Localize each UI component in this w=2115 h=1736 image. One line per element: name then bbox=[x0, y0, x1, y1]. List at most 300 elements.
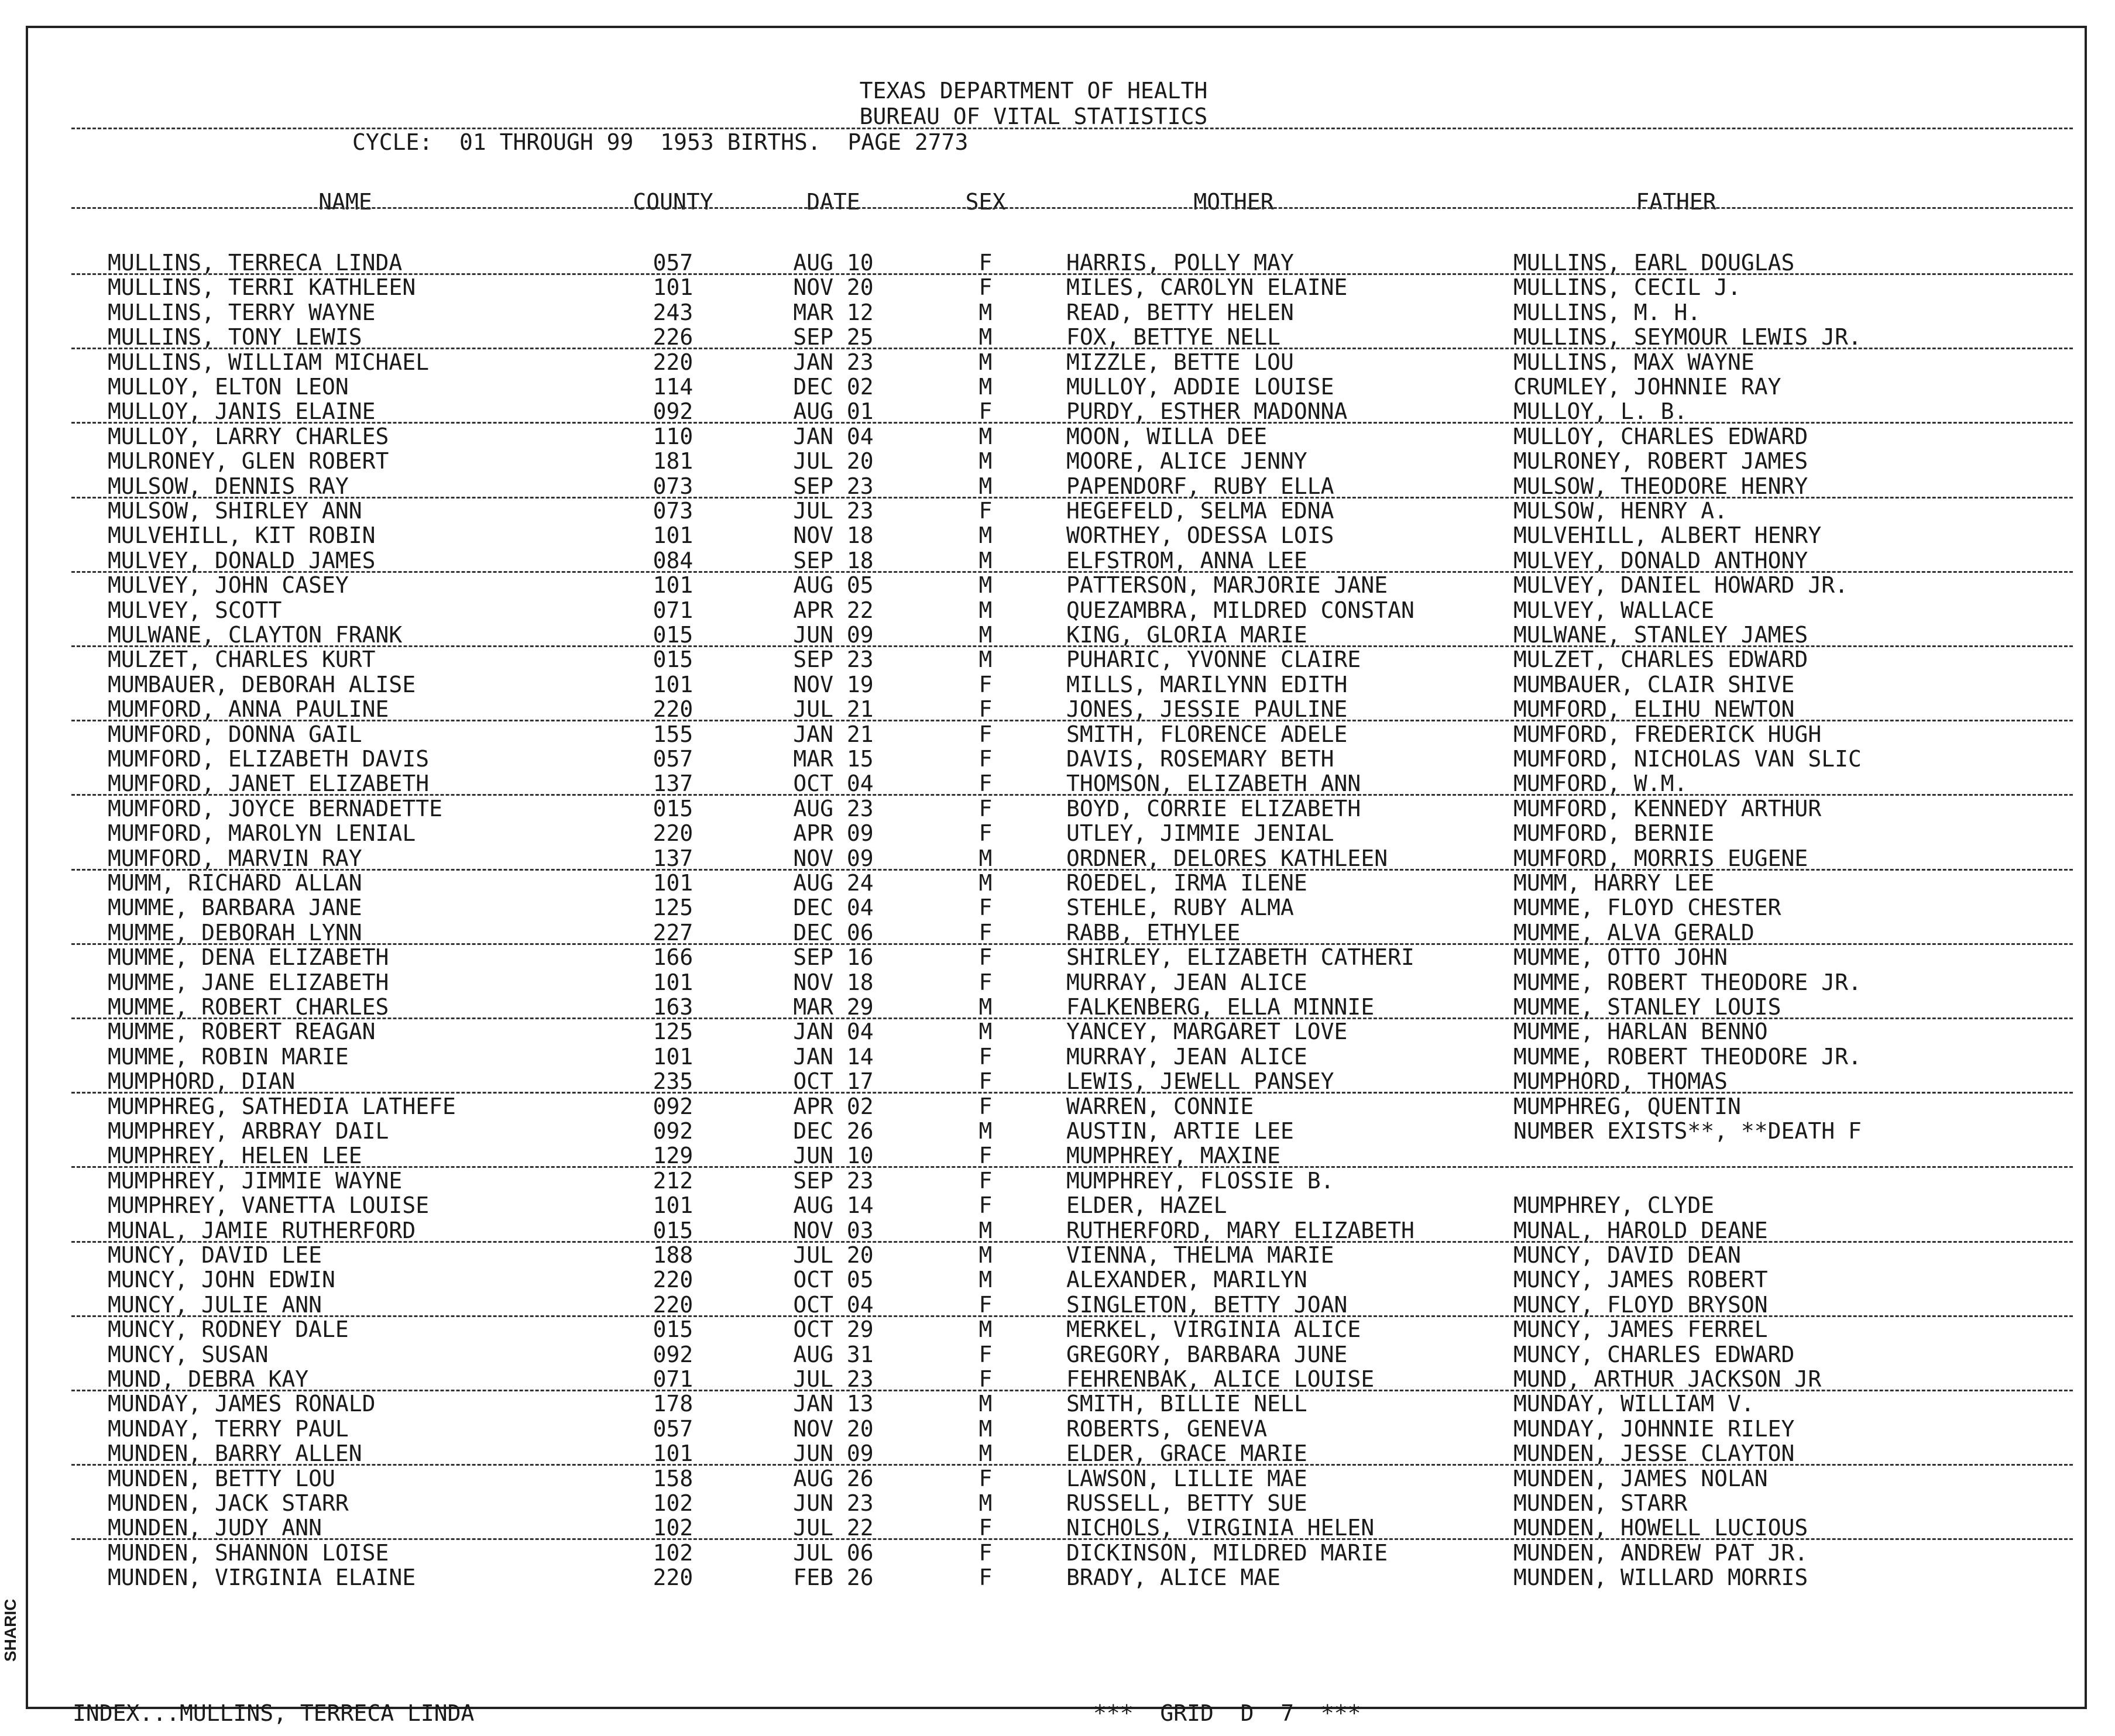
record-sex: M bbox=[978, 1242, 993, 1268]
record-county: 129 bbox=[653, 1143, 693, 1169]
record-date: AUG 14 bbox=[793, 1192, 874, 1219]
record-mother: HEGEFELD, SELMA EDNA bbox=[1066, 498, 1334, 524]
record-date: AUG 05 bbox=[793, 572, 874, 599]
record-father: MUNDEN, JESSE CLAYTON bbox=[1513, 1441, 1795, 1467]
record-mother: MUMPHREY, FLOSSIE B. bbox=[1066, 1167, 1334, 1194]
record-mother: ELDER, GRACE MARIE bbox=[1066, 1441, 1307, 1467]
record-father: MUNDEN, STARR bbox=[1513, 1490, 1688, 1516]
record-mother: FALKENBERG, ELLA MINNIE bbox=[1066, 994, 1375, 1020]
record-father: MUMME, STANLEY LOUIS bbox=[1513, 994, 1781, 1020]
record-father: MUMFORD, W.M. bbox=[1513, 771, 1688, 797]
record-mother: ROEDEL, IRMA ILENE bbox=[1066, 870, 1307, 896]
record-sex: F bbox=[978, 895, 993, 921]
record-date: AUG 26 bbox=[793, 1465, 874, 1491]
record-father: MULVEY, WALLACE bbox=[1513, 597, 1715, 623]
record-county: 101 bbox=[653, 870, 693, 896]
record-mother: BOYD, CORRIE ELIZABETH bbox=[1066, 795, 1361, 821]
record-father: MUMME, OTTO JOHN bbox=[1513, 944, 1728, 971]
record-date: AUG 10 bbox=[793, 250, 874, 276]
record-sex: F bbox=[978, 944, 993, 971]
department-title: TEXAS DEPARTMENT OF HEALTH bbox=[859, 78, 1208, 104]
record-name: MUMPHREY, ARBRAY DAIL bbox=[108, 1118, 389, 1144]
record-county: 015 bbox=[653, 622, 693, 648]
record-father: MUMFORD, ELIHU NEWTON bbox=[1513, 696, 1795, 723]
record-mother: MULLOY, ADDIE LOUISE bbox=[1066, 374, 1334, 400]
record-name: MUMFORD, DONNA GAIL bbox=[108, 721, 362, 747]
record-name: MUMME, DENA ELIZABETH bbox=[108, 944, 389, 971]
record-mother: MOON, WILLA DEE bbox=[1066, 423, 1268, 449]
record-name: MUNDEN, SHANNON LOISE bbox=[108, 1539, 389, 1566]
record-county: 114 bbox=[653, 374, 693, 400]
record-sex: M bbox=[978, 522, 993, 549]
record-date: JAN 13 bbox=[793, 1391, 874, 1417]
record-name: MUNDAY, JAMES RONALD bbox=[108, 1391, 376, 1417]
record-father: MUND, ARTHUR JACKSON JR bbox=[1513, 1366, 1822, 1392]
record-county: 101 bbox=[653, 274, 693, 301]
record-sex: M bbox=[978, 1118, 993, 1144]
record-name: MUMPHREY, JIMMIE WAYNE bbox=[108, 1167, 403, 1194]
record-sex: F bbox=[978, 498, 993, 524]
record-mother: SMITH, BILLIE NELL bbox=[1066, 1391, 1307, 1417]
record-sex: F bbox=[978, 919, 993, 946]
record-name: MUNDAY, TERRY PAUL bbox=[108, 1415, 349, 1442]
record-sex: M bbox=[978, 622, 993, 648]
record-county: 212 bbox=[653, 1167, 693, 1194]
record-date: SEP 23 bbox=[793, 647, 874, 673]
record-date: OCT 29 bbox=[793, 1316, 874, 1343]
record-county: 235 bbox=[653, 1068, 693, 1095]
record-mother: BRADY, ALICE MAE bbox=[1066, 1565, 1281, 1591]
record-county: 015 bbox=[653, 1316, 693, 1343]
record-father: MUNCY, FLOYD BRYSON bbox=[1513, 1291, 1768, 1318]
record-name: MUMPHREY, HELEN LEE bbox=[108, 1143, 362, 1169]
record-sex: M bbox=[978, 1415, 993, 1442]
record-mother: MILES, CAROLYN ELAINE bbox=[1066, 274, 1348, 301]
record-date: JAN 04 bbox=[793, 1019, 874, 1045]
record-sex: M bbox=[978, 845, 993, 871]
record-date: JUL 20 bbox=[793, 1242, 874, 1268]
record-father: MULLINS, CECIL J. bbox=[1513, 274, 1741, 301]
record-mother: RABB, ETHYLEE bbox=[1066, 919, 1241, 946]
record-date: JUL 06 bbox=[793, 1539, 874, 1566]
record-sex: M bbox=[978, 1019, 993, 1045]
record-sex: F bbox=[978, 1291, 993, 1318]
record-mother: STEHLE, RUBY ALMA bbox=[1066, 895, 1294, 921]
record-sex: M bbox=[978, 994, 993, 1020]
record-sex: F bbox=[978, 795, 993, 821]
record-county: 071 bbox=[653, 1366, 693, 1392]
record-name: MULVEY, SCOTT bbox=[108, 597, 282, 623]
record-county: 101 bbox=[653, 1192, 693, 1219]
record-name: MUNAL, JAMIE RUTHERFORD bbox=[108, 1217, 416, 1243]
record-father: MUNDEN, WILLARD MORRIS bbox=[1513, 1565, 1808, 1591]
record-father: MULLINS, EARL DOUGLAS bbox=[1513, 250, 1795, 276]
record-father: MULSOW, HENRY A. bbox=[1513, 498, 1728, 524]
record-date: MAR 12 bbox=[793, 299, 874, 325]
column-header-mother: MOTHER bbox=[1193, 189, 1274, 215]
record-sex: F bbox=[978, 1515, 993, 1541]
record-father: MULZET, CHARLES EDWARD bbox=[1513, 647, 1808, 673]
record-father: MUMPHREY, CLYDE bbox=[1513, 1192, 1715, 1219]
record-county: 092 bbox=[653, 398, 693, 425]
record-sex: M bbox=[978, 597, 993, 623]
record-county: 015 bbox=[653, 647, 693, 673]
record-mother: ELFSTROM, ANNA LEE bbox=[1066, 547, 1307, 573]
record-county: 101 bbox=[653, 1441, 693, 1467]
record-father: MUMME, HARLAN BENNO bbox=[1513, 1019, 1768, 1045]
record-name: MUMPHORD, DIAN bbox=[108, 1068, 296, 1095]
record-sheet bbox=[26, 26, 2087, 1726]
record-mother: KING, GLORIA MARIE bbox=[1066, 622, 1307, 648]
record-name: MUMFORD, MAROLYN LENIAL bbox=[108, 820, 416, 847]
record-date: OCT 04 bbox=[793, 1291, 874, 1318]
record-county: 101 bbox=[653, 1043, 693, 1070]
record-father: MULSOW, THEODORE HENRY bbox=[1513, 473, 1808, 499]
record-date: NOV 09 bbox=[793, 845, 874, 871]
record-sex: F bbox=[978, 1565, 993, 1591]
record-sex: F bbox=[978, 969, 993, 995]
record-county: 101 bbox=[653, 671, 693, 697]
record-mother: MERKEL, VIRGINIA ALICE bbox=[1066, 1316, 1361, 1343]
record-name: MUMME, JANE ELIZABETH bbox=[108, 969, 389, 995]
record-sex: F bbox=[978, 671, 993, 697]
record-county: 015 bbox=[653, 1217, 693, 1243]
record-name: MUNCY, DAVID LEE bbox=[108, 1242, 322, 1268]
record-father: MUMME, ALVA GERALD bbox=[1513, 919, 1755, 946]
record-county: 101 bbox=[653, 572, 693, 599]
record-sex: F bbox=[978, 1539, 993, 1566]
record-county: 073 bbox=[653, 498, 693, 524]
record-date: DEC 26 bbox=[793, 1118, 874, 1144]
record-sex: F bbox=[978, 746, 993, 772]
record-mother: MIZZLE, BETTE LOU bbox=[1066, 349, 1294, 375]
record-sex: M bbox=[978, 647, 993, 673]
record-name: MUMM, RICHARD ALLAN bbox=[108, 870, 362, 896]
footer-index: INDEX...MULLINS, TERRECA LINDA bbox=[73, 1700, 475, 1726]
record-sex: M bbox=[978, 870, 993, 896]
column-header-county: COUNTY bbox=[633, 189, 713, 215]
record-date: JUN 09 bbox=[793, 1441, 874, 1467]
record-county: 102 bbox=[653, 1515, 693, 1541]
record-county: 220 bbox=[653, 1291, 693, 1318]
record-county: 137 bbox=[653, 845, 693, 871]
record-father: MUNDAY, WILLIAM V. bbox=[1513, 1391, 1755, 1417]
record-mother: MURRAY, JEAN ALICE bbox=[1066, 969, 1307, 995]
record-name: MUMME, DEBORAH LYNN bbox=[108, 919, 362, 946]
record-date: OCT 17 bbox=[793, 1068, 874, 1095]
record-date: JUL 22 bbox=[793, 1515, 874, 1541]
record-father: MUNCY, JAMES FERREL bbox=[1513, 1316, 1768, 1343]
record-father: MULVEHILL, ALBERT HENRY bbox=[1513, 522, 1822, 549]
record-date: JUL 21 bbox=[793, 696, 874, 723]
record-date: SEP 23 bbox=[793, 1167, 874, 1194]
record-father: MUMFORD, FREDERICK HUGH bbox=[1513, 721, 1822, 747]
record-county: 166 bbox=[653, 944, 693, 971]
record-name: MULWANE, CLAYTON FRANK bbox=[108, 622, 403, 648]
record-name: MUMFORD, ELIZABETH DAVIS bbox=[108, 746, 430, 772]
record-date: JUL 23 bbox=[793, 1366, 874, 1392]
record-name: MULVEY, DONALD JAMES bbox=[108, 547, 376, 573]
record-father: MUNDEN, ANDREW PAT JR. bbox=[1513, 1539, 1808, 1566]
record-name: MULVEHILL, KIT ROBIN bbox=[108, 522, 376, 549]
record-sex: F bbox=[978, 1143, 993, 1169]
record-sex: F bbox=[978, 696, 993, 723]
record-date: DEC 04 bbox=[793, 895, 874, 921]
record-mother: MURRAY, JEAN ALICE bbox=[1066, 1043, 1307, 1070]
record-father: MUMPHREG, QUENTIN bbox=[1513, 1093, 1741, 1119]
record-date: DEC 06 bbox=[793, 919, 874, 946]
record-mother: HARRIS, POLLY MAY bbox=[1066, 250, 1294, 276]
record-name: MUMME, ROBERT CHARLES bbox=[108, 994, 389, 1020]
record-father: MUNCY, JAMES ROBERT bbox=[1513, 1267, 1768, 1293]
record-county: 158 bbox=[653, 1465, 693, 1491]
record-name: MUMPHREY, VANETTA LOUISE bbox=[108, 1192, 430, 1219]
record-sex: F bbox=[978, 1068, 993, 1095]
record-county: 101 bbox=[653, 522, 693, 549]
record-name: MUNDEN, VIRGINIA ELAINE bbox=[108, 1565, 416, 1591]
record-date: NOV 19 bbox=[793, 671, 874, 697]
record-name: MUNDEN, JUDY ANN bbox=[108, 1515, 322, 1541]
record-date: JUL 20 bbox=[793, 448, 874, 475]
record-sex: M bbox=[978, 1316, 993, 1343]
record-name: MULSOW, DENNIS RAY bbox=[108, 473, 349, 499]
record-county: 057 bbox=[653, 1415, 693, 1442]
record-date: JUN 10 bbox=[793, 1143, 874, 1169]
record-name: MULLINS, TERRECA LINDA bbox=[108, 250, 403, 276]
record-sex: M bbox=[978, 1217, 993, 1243]
record-county: 163 bbox=[653, 994, 693, 1020]
record-name: MUMME, BARBARA JANE bbox=[108, 895, 362, 921]
record-name: MULLINS, WILLIAM MICHAEL bbox=[108, 349, 430, 375]
record-sex: F bbox=[978, 820, 993, 847]
record-sex: F bbox=[978, 1167, 993, 1194]
record-county: 227 bbox=[653, 919, 693, 946]
record-sex: M bbox=[978, 572, 993, 599]
record-mother: ELDER, HAZEL bbox=[1066, 1192, 1227, 1219]
record-sex: M bbox=[978, 473, 993, 499]
record-father: MULWANE, STANLEY JAMES bbox=[1513, 622, 1808, 648]
record-father: MULRONEY, ROBERT JAMES bbox=[1513, 448, 1808, 475]
record-mother: RUTHERFORD, MARY ELIZABETH bbox=[1066, 1217, 1414, 1243]
record-name: MUMPHREG, SATHEDIA LATHEFE bbox=[108, 1093, 456, 1119]
record-date: JUL 23 bbox=[793, 498, 874, 524]
record-sex: F bbox=[978, 1093, 993, 1119]
record-mother: MOORE, ALICE JENNY bbox=[1066, 448, 1307, 475]
record-date: OCT 04 bbox=[793, 771, 874, 797]
column-header-father: FATHER bbox=[1636, 189, 1716, 215]
record-sex: M bbox=[978, 1391, 993, 1417]
record-mother: ORDNER, DELORES KATHLEEN bbox=[1066, 845, 1388, 871]
record-mother: GREGORY, BARBARA JUNE bbox=[1066, 1341, 1348, 1367]
record-name: MULZET, CHARLES KURT bbox=[108, 647, 376, 673]
record-county: 181 bbox=[653, 448, 693, 475]
record-name: MULLOY, JANIS ELAINE bbox=[108, 398, 376, 425]
record-father: MUMPHORD, THOMAS bbox=[1513, 1068, 1728, 1095]
record-mother: READ, BETTY HELEN bbox=[1066, 299, 1294, 325]
record-county: 057 bbox=[653, 746, 693, 772]
record-county: 226 bbox=[653, 324, 693, 350]
record-date: MAR 15 bbox=[793, 746, 874, 772]
record-father: MUMME, ROBERT THEODORE JR. bbox=[1513, 1043, 1862, 1070]
record-date: SEP 18 bbox=[793, 547, 874, 573]
record-date: MAR 29 bbox=[793, 994, 874, 1020]
record-father: MUNDEN, HOWELL LUCIOUS bbox=[1513, 1515, 1808, 1541]
record-father: MUNDEN, JAMES NOLAN bbox=[1513, 1465, 1768, 1491]
record-name: MUNCY, JOHN EDWIN bbox=[108, 1267, 335, 1293]
record-date: APR 09 bbox=[793, 820, 874, 847]
record-county: 220 bbox=[653, 349, 693, 375]
record-county: 102 bbox=[653, 1539, 693, 1566]
record-father: MULLINS, M. H. bbox=[1513, 299, 1701, 325]
record-sex: M bbox=[978, 423, 993, 449]
record-mother: YANCEY, MARGARET LOVE bbox=[1066, 1019, 1348, 1045]
record-date: JAN 23 bbox=[793, 349, 874, 375]
record-name: MUMFORD, ANNA PAULINE bbox=[108, 696, 389, 723]
record-mother: JONES, JESSIE PAULINE bbox=[1066, 696, 1348, 723]
record-name: MUNDEN, BARRY ALLEN bbox=[108, 1441, 362, 1467]
record-father: NUMBER EXISTS**, **DEATH F bbox=[1513, 1118, 1862, 1144]
record-name: MULLINS, TONY LEWIS bbox=[108, 324, 362, 350]
record-county: 137 bbox=[653, 771, 693, 797]
record-mother: PATTERSON, MARJORIE JANE bbox=[1066, 572, 1388, 599]
record-sex: F bbox=[978, 250, 993, 276]
record-sex: M bbox=[978, 299, 993, 325]
record-mother: WORTHEY, ODESSA LOIS bbox=[1066, 522, 1334, 549]
record-father: MULLINS, MAX WAYNE bbox=[1513, 349, 1755, 375]
record-name: MUMFORD, JOYCE BERNADETTE bbox=[108, 795, 442, 821]
record-county: 102 bbox=[653, 1490, 693, 1516]
record-county: 084 bbox=[653, 547, 693, 573]
record-county: 073 bbox=[653, 473, 693, 499]
record-father: MUMBAUER, CLAIR SHIVE bbox=[1513, 671, 1795, 697]
record-county: 057 bbox=[653, 250, 693, 276]
record-name: MUMFORD, JANET ELIZABETH bbox=[108, 771, 430, 797]
record-sex: F bbox=[978, 1192, 993, 1219]
record-name: MULSOW, SHIRLEY ANN bbox=[108, 498, 362, 524]
record-mother: NICHOLS, VIRGINIA HELEN bbox=[1066, 1515, 1375, 1541]
record-mother: LEWIS, JEWELL PANSEY bbox=[1066, 1068, 1334, 1095]
record-date: NOV 20 bbox=[793, 1415, 874, 1442]
column-header-name: NAME bbox=[318, 189, 372, 215]
record-county: 071 bbox=[653, 597, 693, 623]
record-sex: M bbox=[978, 1267, 993, 1293]
record-date: NOV 18 bbox=[793, 969, 874, 995]
record-sex: M bbox=[978, 547, 993, 573]
record-sex: F bbox=[978, 1341, 993, 1367]
record-date: AUG 01 bbox=[793, 398, 874, 425]
record-father: MULLINS, SEYMOUR LEWIS JR. bbox=[1513, 324, 1862, 350]
record-mother: AUSTIN, ARTIE LEE bbox=[1066, 1118, 1294, 1144]
record-father: MUNCY, CHARLES EDWARD bbox=[1513, 1341, 1795, 1367]
record-mother: LAWSON, LILLIE MAE bbox=[1066, 1465, 1307, 1491]
record-date: AUG 24 bbox=[793, 870, 874, 896]
record-county: 092 bbox=[653, 1093, 693, 1119]
record-mother: QUEZAMBRA, MILDRED CONSTAN bbox=[1066, 597, 1414, 623]
record-mother: DICKINSON, MILDRED MARIE bbox=[1066, 1539, 1388, 1566]
record-mother: THOMSON, ELIZABETH ANN bbox=[1066, 771, 1361, 797]
record-father: MUMM, HARRY LEE bbox=[1513, 870, 1715, 896]
record-sex: M bbox=[978, 349, 993, 375]
record-county: 110 bbox=[653, 423, 693, 449]
record-father: MUNCY, DAVID DEAN bbox=[1513, 1242, 1741, 1268]
record-date: JUN 23 bbox=[793, 1490, 874, 1516]
record-name: MULVEY, JOHN CASEY bbox=[108, 572, 349, 599]
record-county: 125 bbox=[653, 1019, 693, 1045]
record-sex: F bbox=[978, 274, 993, 301]
record-name: MULLOY, LARRY CHARLES bbox=[108, 423, 389, 449]
record-mother: PUHARIC, YVONNE CLAIRE bbox=[1066, 647, 1361, 673]
record-county: 092 bbox=[653, 1118, 693, 1144]
record-date: SEP 25 bbox=[793, 324, 874, 350]
record-date: NOV 03 bbox=[793, 1217, 874, 1243]
record-date: JUN 09 bbox=[793, 622, 874, 648]
record-date: DEC 02 bbox=[793, 374, 874, 400]
record-county: 015 bbox=[653, 795, 693, 821]
record-mother: UTLEY, JIMMIE JENIAL bbox=[1066, 820, 1334, 847]
record-father: MUMME, FLOYD CHESTER bbox=[1513, 895, 1781, 921]
record-father: MUMFORD, MORRIS EUGENE bbox=[1513, 845, 1808, 871]
record-county: 243 bbox=[653, 299, 693, 325]
record-date: JAN 04 bbox=[793, 423, 874, 449]
record-father: MUMME, ROBERT THEODORE JR. bbox=[1513, 969, 1862, 995]
record-mother: VIENNA, THELMA MARIE bbox=[1066, 1242, 1334, 1268]
record-mother: FOX, BETTYE NELL bbox=[1066, 324, 1281, 350]
record-name: MUND, DEBRA KAY bbox=[108, 1366, 309, 1392]
record-sex: F bbox=[978, 1366, 993, 1392]
record-mother: ROBERTS, GENEVA bbox=[1066, 1415, 1268, 1442]
record-date: SEP 23 bbox=[793, 473, 874, 499]
record-father: MULVEY, DONALD ANTHONY bbox=[1513, 547, 1808, 573]
record-county: 220 bbox=[653, 1267, 693, 1293]
record-father: MULVEY, DANIEL HOWARD JR. bbox=[1513, 572, 1848, 599]
record-county: 188 bbox=[653, 1242, 693, 1268]
record-county: 155 bbox=[653, 721, 693, 747]
record-name: MUNCY, SUSAN bbox=[108, 1341, 269, 1367]
record-date: NOV 18 bbox=[793, 522, 874, 549]
record-sex: M bbox=[978, 1441, 993, 1467]
record-date: JAN 21 bbox=[793, 721, 874, 747]
record-father: CRUMLEY, JOHNNIE RAY bbox=[1513, 374, 1781, 400]
record-sex: F bbox=[978, 771, 993, 797]
record-name: MUMME, ROBIN MARIE bbox=[108, 1043, 349, 1070]
record-name: MUNDEN, JACK STARR bbox=[108, 1490, 349, 1516]
record-date: OCT 05 bbox=[793, 1267, 874, 1293]
record-date: AUG 23 bbox=[793, 795, 874, 821]
record-father: MUMFORD, BERNIE bbox=[1513, 820, 1715, 847]
record-date: JAN 14 bbox=[793, 1043, 874, 1070]
side-label: SHARIC bbox=[1, 1599, 19, 1662]
cycle-line: CYCLE: 01 THROUGH 99 1953 BIRTHS. PAGE 2773 bbox=[352, 129, 969, 155]
record-county: 178 bbox=[653, 1391, 693, 1417]
record-mother: PURDY, ESTHER MADONNA bbox=[1066, 398, 1348, 425]
record-mother: MILLS, MARILYNN EDITH bbox=[1066, 671, 1348, 697]
record-mother: MUMPHREY, MAXINE bbox=[1066, 1143, 1281, 1169]
record-name: MUNCY, RODNEY DALE bbox=[108, 1316, 349, 1343]
record-sex: M bbox=[978, 324, 993, 350]
record-name: MULLOY, ELTON LEON bbox=[108, 374, 349, 400]
record-county: 220 bbox=[653, 820, 693, 847]
record-father: MUNAL, HAROLD DEANE bbox=[1513, 1217, 1768, 1243]
record-date: SEP 16 bbox=[793, 944, 874, 971]
record-name: MULRONEY, GLEN ROBERT bbox=[108, 448, 389, 475]
record-date: AUG 31 bbox=[793, 1341, 874, 1367]
record-county: 220 bbox=[653, 696, 693, 723]
record-sex: M bbox=[978, 1490, 993, 1516]
record-mother: DAVIS, ROSEMARY BETH bbox=[1066, 746, 1334, 772]
record-sex: F bbox=[978, 721, 993, 747]
record-date: APR 22 bbox=[793, 597, 874, 623]
record-mother: WARREN, CONNIE bbox=[1066, 1093, 1254, 1119]
